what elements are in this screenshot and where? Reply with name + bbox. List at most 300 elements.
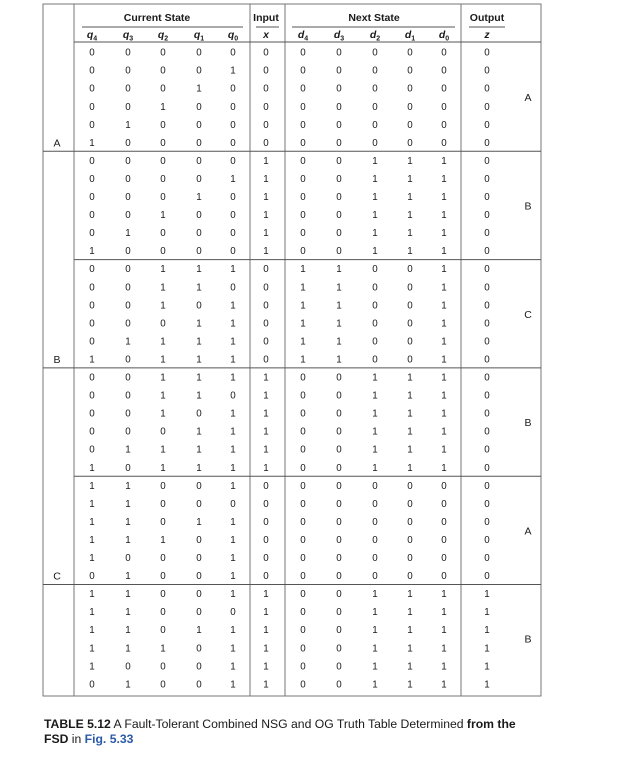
- cell-q0: 0: [230, 192, 236, 204]
- cell-q3: 1: [125, 571, 131, 583]
- cell-q2: 0: [160, 137, 166, 149]
- cell-q0: 1: [230, 625, 236, 637]
- table-caption: [44, 717, 589, 747]
- cell-q0: 0: [230, 228, 236, 240]
- cell-q4: 0: [89, 155, 95, 167]
- cell-q2: 0: [160, 318, 166, 330]
- header-next-state: Next State: [348, 12, 400, 24]
- cell-d2: 0: [372, 47, 378, 59]
- cell-d0: 1: [441, 264, 447, 276]
- cell-d4: 0: [300, 534, 306, 546]
- cell-q2: 0: [160, 119, 166, 131]
- cell-q2: 0: [160, 607, 166, 619]
- cell-d1: 0: [407, 83, 413, 95]
- cell-q2: 0: [160, 625, 166, 637]
- cell-q2: 1: [160, 390, 166, 402]
- cell-d4: 0: [300, 173, 306, 185]
- cell-q0: 1: [230, 679, 236, 691]
- cell-q3: 1: [125, 336, 131, 348]
- cell-q0: 0: [230, 498, 236, 510]
- cell-x: 0: [263, 534, 269, 546]
- cell-q1: 0: [196, 228, 202, 240]
- cell-z: 1: [484, 679, 490, 691]
- cell-x: 0: [263, 480, 269, 492]
- cell-d0: 1: [441, 228, 447, 240]
- cell-d3: 0: [336, 553, 342, 565]
- cell-d0: 0: [441, 101, 447, 113]
- cell-d3: 0: [336, 571, 342, 583]
- cell-d3: 0: [336, 625, 342, 637]
- right-state-label: B: [524, 417, 532, 430]
- cell-q0: 1: [230, 661, 236, 673]
- cell-d1: 1: [407, 444, 413, 456]
- cell-q1: 0: [196, 47, 202, 59]
- cell-q4: 0: [89, 65, 95, 77]
- cell-z: 0: [484, 336, 490, 348]
- cell-d3: 0: [336, 390, 342, 402]
- cell-d3: 0: [336, 661, 342, 673]
- cell-q2: 1: [160, 101, 166, 113]
- cell-d4: 0: [300, 444, 306, 456]
- cell-q2: 0: [160, 480, 166, 492]
- cell-d0: 0: [441, 137, 447, 149]
- column-label-d1: $d_1$: [404, 29, 416, 43]
- cell-q1: 0: [196, 155, 202, 167]
- cell-x: 0: [263, 553, 269, 565]
- column-label-d2: $d_2$: [369, 29, 381, 43]
- cell-d1: 1: [407, 192, 413, 204]
- cell-d0: 1: [441, 589, 447, 601]
- cell-q3: 0: [125, 372, 131, 384]
- cell-x: 1: [263, 246, 269, 258]
- cell-x: 0: [263, 354, 269, 366]
- cell-d2: 1: [372, 408, 378, 420]
- cell-d2: 1: [372, 661, 378, 673]
- cell-q3: 0: [125, 462, 131, 474]
- cell-d2: 1: [372, 173, 378, 185]
- cell-q2: 1: [160, 462, 166, 474]
- cell-d1: 0: [407, 553, 413, 565]
- column-label-d0: $d_0$: [438, 29, 450, 43]
- cell-x: 0: [263, 282, 269, 294]
- cell-d4: 0: [300, 246, 306, 258]
- cell-q4: 1: [89, 498, 95, 510]
- cell-d0: 0: [441, 119, 447, 131]
- cell-q4: 1: [89, 462, 95, 474]
- cell-d2: 1: [372, 625, 378, 637]
- cell-q1: 0: [196, 101, 202, 113]
- cell-d0: 1: [441, 679, 447, 691]
- cell-d2: 0: [372, 336, 378, 348]
- cell-d3: 0: [336, 480, 342, 492]
- cell-q3: 0: [125, 553, 131, 565]
- cell-d2: 0: [372, 318, 378, 330]
- caption-text-bold: from the: [466, 717, 516, 731]
- cell-z: 0: [484, 534, 490, 546]
- cell-x: 0: [263, 119, 269, 131]
- cell-q4: 0: [89, 300, 95, 312]
- cell-d4: 1: [300, 354, 306, 366]
- cell-z: 0: [484, 444, 490, 456]
- cell-q4: 1: [89, 643, 95, 655]
- cell-d1: 1: [407, 228, 413, 240]
- cell-d3: 1: [336, 318, 342, 330]
- cell-z: 0: [484, 300, 490, 312]
- cell-q0: 1: [230, 480, 236, 492]
- cell-d3: 0: [336, 246, 342, 258]
- cell-q1: 0: [196, 65, 202, 77]
- cell-d1: 0: [407, 300, 413, 312]
- cell-x: 0: [263, 318, 269, 330]
- cell-q2: 0: [160, 65, 166, 77]
- cell-d4: 0: [300, 408, 306, 420]
- cell-x: 1: [263, 625, 269, 637]
- cell-q1: 1: [196, 318, 202, 330]
- cell-d2: 0: [372, 119, 378, 131]
- cell-d1: 1: [407, 426, 413, 438]
- cell-z: 0: [484, 101, 490, 113]
- cell-d4: 0: [300, 571, 306, 583]
- cell-q2: 0: [160, 553, 166, 565]
- cell-z: 0: [484, 246, 490, 258]
- cell-q4: 0: [89, 83, 95, 95]
- cell-d0: 1: [441, 607, 447, 619]
- cell-q2: 1: [160, 336, 166, 348]
- cell-z: 0: [484, 318, 490, 330]
- cell-x: 1: [263, 210, 269, 222]
- cell-z: 0: [484, 228, 490, 240]
- cell-x: 0: [263, 83, 269, 95]
- cell-z: 0: [484, 462, 490, 474]
- cell-q4: 0: [89, 228, 95, 240]
- cell-q0: 1: [230, 444, 236, 456]
- cell-d2: 1: [372, 589, 378, 601]
- cell-q2: 0: [160, 571, 166, 583]
- cell-d4: 0: [300, 83, 306, 95]
- cell-x: 0: [263, 101, 269, 113]
- cell-q0: 1: [230, 300, 236, 312]
- cell-z: 0: [484, 390, 490, 402]
- cell-d0: 0: [441, 65, 447, 77]
- cell-q1: 0: [196, 571, 202, 583]
- cell-d1: 0: [407, 101, 413, 113]
- cell-d3: 0: [336, 589, 342, 601]
- cell-d2: 0: [372, 264, 378, 276]
- cell-d2: 0: [372, 101, 378, 113]
- cell-q1: 0: [196, 246, 202, 258]
- cell-d1: 0: [407, 336, 413, 348]
- cell-d4: 0: [300, 643, 306, 655]
- cell-q3: 0: [125, 155, 131, 167]
- cell-d3: 1: [336, 336, 342, 348]
- cell-x: 1: [263, 643, 269, 655]
- cell-d0: 1: [441, 354, 447, 366]
- cell-q2: 0: [160, 516, 166, 528]
- cell-d4: 0: [300, 137, 306, 149]
- cell-x: 1: [263, 192, 269, 204]
- cell-d2: 0: [372, 534, 378, 546]
- cell-q1: 0: [196, 498, 202, 510]
- cell-d3: 0: [336, 155, 342, 167]
- cell-z: 0: [484, 192, 490, 204]
- cell-z: 0: [484, 571, 490, 583]
- cell-d0: 1: [441, 625, 447, 637]
- right-state-label: A: [524, 92, 532, 105]
- cell-d2: 1: [372, 155, 378, 167]
- cell-q4: 0: [89, 47, 95, 59]
- cell-q0: 1: [230, 354, 236, 366]
- cell-d0: 0: [441, 498, 447, 510]
- cell-q4: 0: [89, 336, 95, 348]
- cell-d4: 1: [300, 336, 306, 348]
- cell-q3: 0: [125, 173, 131, 185]
- cell-q3: 0: [125, 264, 131, 276]
- cell-x: 0: [263, 65, 269, 77]
- cell-d3: 0: [336, 119, 342, 131]
- cell-q0: 0: [230, 607, 236, 619]
- column-label-x: x: [263, 29, 269, 41]
- cell-d0: 1: [441, 192, 447, 204]
- cell-d2: 1: [372, 210, 378, 222]
- cell-d2: 0: [372, 571, 378, 583]
- cell-x: 0: [263, 498, 269, 510]
- cell-d0: 1: [441, 246, 447, 258]
- cell-d4: 0: [300, 462, 306, 474]
- cell-d4: 0: [300, 480, 306, 492]
- cell-d2: 0: [372, 65, 378, 77]
- cell-q3: 0: [125, 192, 131, 204]
- cell-d4: 0: [300, 155, 306, 167]
- cell-q0: 1: [230, 643, 236, 655]
- cell-q3: 0: [125, 300, 131, 312]
- cell-x: 0: [263, 300, 269, 312]
- cell-d2: 1: [372, 679, 378, 691]
- cell-q3: 1: [125, 516, 131, 528]
- cell-d1: 0: [407, 65, 413, 77]
- cell-q1: 0: [196, 553, 202, 565]
- cell-d3: 0: [336, 372, 342, 384]
- cell-x: 0: [263, 137, 269, 149]
- cell-x: 1: [263, 607, 269, 619]
- cell-d1: 0: [407, 480, 413, 492]
- cell-d1: 0: [407, 137, 413, 149]
- cell-q4: 0: [89, 192, 95, 204]
- cell-q3: 1: [125, 534, 131, 546]
- cell-x: 1: [263, 228, 269, 240]
- cell-d3: 0: [336, 47, 342, 59]
- cell-q1: 1: [196, 462, 202, 474]
- cell-q0: 1: [230, 318, 236, 330]
- cell-q0: 0: [230, 210, 236, 222]
- cell-q1: 0: [196, 137, 202, 149]
- cell-d4: 0: [300, 390, 306, 402]
- cell-q1: 0: [196, 679, 202, 691]
- cell-q0: 0: [230, 155, 236, 167]
- cell-d1: 0: [407, 516, 413, 528]
- cell-q1: 0: [196, 408, 202, 420]
- cell-d1: 1: [407, 372, 413, 384]
- cell-q3: 0: [125, 246, 131, 258]
- cell-z: 0: [484, 119, 490, 131]
- cell-d1: 0: [407, 119, 413, 131]
- cell-z: 0: [484, 173, 490, 185]
- cell-z: 1: [484, 643, 490, 655]
- cell-d2: 1: [372, 372, 378, 384]
- cell-q1: 1: [196, 444, 202, 456]
- cell-q2: 0: [160, 426, 166, 438]
- cell-d0: 1: [441, 318, 447, 330]
- cell-d1: 1: [407, 155, 413, 167]
- cell-d4: 0: [300, 661, 306, 673]
- cell-q1: 1: [196, 426, 202, 438]
- cell-q2: 1: [160, 300, 166, 312]
- cell-d4: 0: [300, 119, 306, 131]
- cell-d3: 0: [336, 462, 342, 474]
- cell-d2: 1: [372, 390, 378, 402]
- cell-d0: 1: [441, 282, 447, 294]
- cell-d4: 0: [300, 192, 306, 204]
- cell-x: 1: [263, 444, 269, 456]
- cell-q2: 1: [160, 408, 166, 420]
- column-label-q2: $q_2$: [157, 29, 169, 43]
- column-label-q3: $q_3$: [122, 29, 134, 43]
- cell-q4: 0: [89, 408, 95, 420]
- cell-d3: 0: [336, 643, 342, 655]
- cell-q0: 1: [230, 408, 236, 420]
- column-label-z: z: [484, 29, 490, 41]
- figure-reference-link[interactable]: Fig. 5.33: [84, 732, 134, 746]
- cell-q4: 1: [89, 534, 95, 546]
- cell-q1: 0: [196, 210, 202, 222]
- cell-q1: 0: [196, 173, 202, 185]
- cell-q1: 1: [196, 390, 202, 402]
- cell-z: 1: [484, 625, 490, 637]
- cell-d3: 1: [336, 264, 342, 276]
- cell-d2: 1: [372, 246, 378, 258]
- cell-q1: 0: [196, 300, 202, 312]
- cell-q1: 0: [196, 661, 202, 673]
- cell-q1: 1: [196, 372, 202, 384]
- cell-d0: 0: [441, 534, 447, 546]
- cell-q0: 0: [230, 390, 236, 402]
- cell-d3: 0: [336, 210, 342, 222]
- cell-q3: 0: [125, 101, 131, 113]
- cell-d0: 0: [441, 553, 447, 565]
- cell-q1: 1: [196, 264, 202, 276]
- cell-q1: 0: [196, 589, 202, 601]
- cell-q4: 1: [89, 553, 95, 565]
- column-label-q0: $q_0$: [227, 29, 239, 43]
- cell-q2: 0: [160, 83, 166, 95]
- cell-x: 1: [263, 462, 269, 474]
- cell-q0: 1: [230, 553, 236, 565]
- cell-d0: 0: [441, 47, 447, 59]
- left-state-label: C: [53, 570, 61, 583]
- cell-z: 1: [484, 589, 490, 601]
- cell-d1: 0: [407, 318, 413, 330]
- cell-d0: 1: [441, 426, 447, 438]
- cell-q0: 0: [230, 282, 236, 294]
- cell-q2: 0: [160, 246, 166, 258]
- cell-d1: 1: [407, 173, 413, 185]
- column-label-d4: $d_4$: [297, 29, 309, 43]
- cell-z: 1: [484, 607, 490, 619]
- cell-q0: 1: [230, 589, 236, 601]
- cell-z: 1: [484, 661, 490, 673]
- cell-z: 0: [484, 426, 490, 438]
- cell-q1: 0: [196, 119, 202, 131]
- cell-d1: 1: [407, 679, 413, 691]
- cell-d1: 1: [407, 462, 413, 474]
- cell-d1: 1: [407, 589, 413, 601]
- cell-q3: 0: [125, 318, 131, 330]
- cell-q4: 0: [89, 444, 95, 456]
- cell-q4: 0: [89, 173, 95, 185]
- cell-q0: 1: [230, 372, 236, 384]
- cell-q3: 1: [125, 625, 131, 637]
- cell-d2: 0: [372, 300, 378, 312]
- cell-q2: 0: [160, 173, 166, 185]
- cell-d1: 1: [407, 607, 413, 619]
- cell-d4: 0: [300, 101, 306, 113]
- cell-d2: 1: [372, 228, 378, 240]
- cell-d3: 0: [336, 137, 342, 149]
- cell-q0: 1: [230, 516, 236, 528]
- right-state-label: C: [524, 308, 532, 321]
- cell-d4: 0: [300, 553, 306, 565]
- cell-x: 1: [263, 661, 269, 673]
- cell-x: 0: [263, 264, 269, 276]
- cell-x: 0: [263, 47, 269, 59]
- cell-q0: 1: [230, 336, 236, 348]
- cell-d4: 1: [300, 300, 306, 312]
- cell-q0: 0: [230, 137, 236, 149]
- cell-z: 0: [484, 282, 490, 294]
- cell-d1: 1: [407, 210, 413, 222]
- cell-q4: 1: [89, 589, 95, 601]
- cell-x: 1: [263, 155, 269, 167]
- cell-q3: 0: [125, 83, 131, 95]
- cell-d1: 0: [407, 282, 413, 294]
- left-state-label: A: [53, 137, 61, 150]
- cell-x: 0: [263, 516, 269, 528]
- cell-d4: 0: [300, 589, 306, 601]
- cell-q2: 0: [160, 155, 166, 167]
- cell-d4: 0: [300, 625, 306, 637]
- cell-d0: 1: [441, 390, 447, 402]
- cell-x: 0: [263, 571, 269, 583]
- cell-q3: 0: [125, 282, 131, 294]
- cell-d2: 0: [372, 516, 378, 528]
- cell-q4: 0: [89, 264, 95, 276]
- cell-q3: 0: [125, 661, 131, 673]
- cell-d0: 0: [441, 480, 447, 492]
- cell-q3: 1: [125, 607, 131, 619]
- cell-d1: 1: [407, 661, 413, 673]
- cell-q2: 1: [160, 210, 166, 222]
- cell-z: 0: [484, 354, 490, 366]
- cell-d3: 1: [336, 282, 342, 294]
- cell-z: 0: [484, 47, 490, 59]
- cell-q2: 1: [160, 643, 166, 655]
- cell-d4: 0: [300, 679, 306, 691]
- cell-q3: 1: [125, 480, 131, 492]
- cell-d4: 0: [300, 47, 306, 59]
- cell-q2: 1: [160, 282, 166, 294]
- cell-d4: 1: [300, 264, 306, 276]
- caption-in: in: [68, 732, 85, 746]
- cell-q2: 0: [160, 498, 166, 510]
